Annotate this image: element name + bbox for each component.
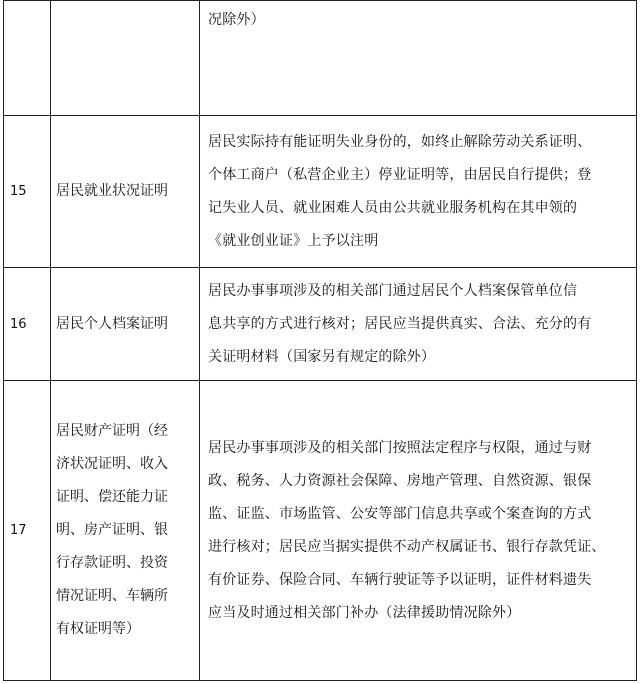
table-row — [4, 116, 637, 268]
description-line: 居民实际持有能证明失业身份的，如终止解除劳动关系证明、 — [208, 133, 592, 150]
description-line: 有价证券、保险合同、车辆行驶证等予以证明，证件材料遗失 — [208, 571, 592, 588]
description-line: 居民办事事项涉及的相关部门通过居民个人档案保管单位信 — [208, 282, 578, 299]
certificate-name: 居民就业状况证明 — [56, 183, 168, 199]
description-line: 政、税务、人力资源社会保障、房地产管理、自然资源、银保 — [208, 472, 592, 489]
description-line: 息共享的方式进行核对；居民应当提供真实、合法、充分的有 — [208, 315, 592, 332]
row-number: 16 — [4, 268, 51, 381]
certificate-name: 有权证明等） — [56, 621, 140, 637]
certificate-name: 情况证明、车辆所 — [56, 588, 168, 604]
description-line: 居民办事事项涉及的相关部门按照法定程序与权限，通过与财 — [208, 439, 592, 456]
certificate-name: 居民个人档案证明 — [56, 315, 168, 332]
table-row — [4, 268, 637, 381]
certificate-name-cell — [51, 268, 200, 381]
verification-description — [200, 116, 637, 268]
certificate-name-cell — [51, 1, 200, 116]
certificate-name: 居民财产证明（经 — [56, 423, 168, 439]
policy-table — [3, 0, 637, 681]
certificate-name: 行存款证明、投资 — [56, 555, 168, 571]
certificate-name-cell — [51, 116, 200, 268]
certificate-name: 证明、偿还能力证 — [56, 489, 168, 505]
description-line: 关证明材料（国家另有规定的除外） — [208, 348, 436, 365]
description-line: 监、证监、市场监管、公安等部门信息共享或个案查询的方式 — [208, 505, 592, 522]
verification-description — [200, 268, 637, 381]
row-number — [4, 1, 51, 116]
row-number: 17 — [4, 381, 51, 681]
description-line: 个体工商户（私营企业主）停业证明等，由居民自行提供；登 — [208, 166, 592, 183]
certificate-name-cell — [51, 381, 200, 681]
description-line: 进行核对；居民应当据实提供不动产权属证书、银行存款凭证、 — [208, 538, 606, 555]
table-row — [4, 1, 637, 116]
row-number: 15 — [4, 116, 51, 268]
description-line: 应当及时通过相关部门补办（法律援助情况除外） — [208, 604, 521, 621]
description-line: 记失业人员、就业困难人员由公共就业服务机构在其申领的 — [208, 199, 578, 216]
certificate-name: 明、房产证明、银 — [56, 522, 168, 538]
verification-description — [200, 1, 637, 116]
verification-description — [200, 381, 637, 681]
table-row — [4, 381, 637, 681]
description-line: 况除外） — [208, 12, 265, 28]
certificate-name: 济状况证明、收入 — [56, 456, 168, 472]
description-line: 《就业创业证》上予以注明 — [208, 232, 379, 249]
